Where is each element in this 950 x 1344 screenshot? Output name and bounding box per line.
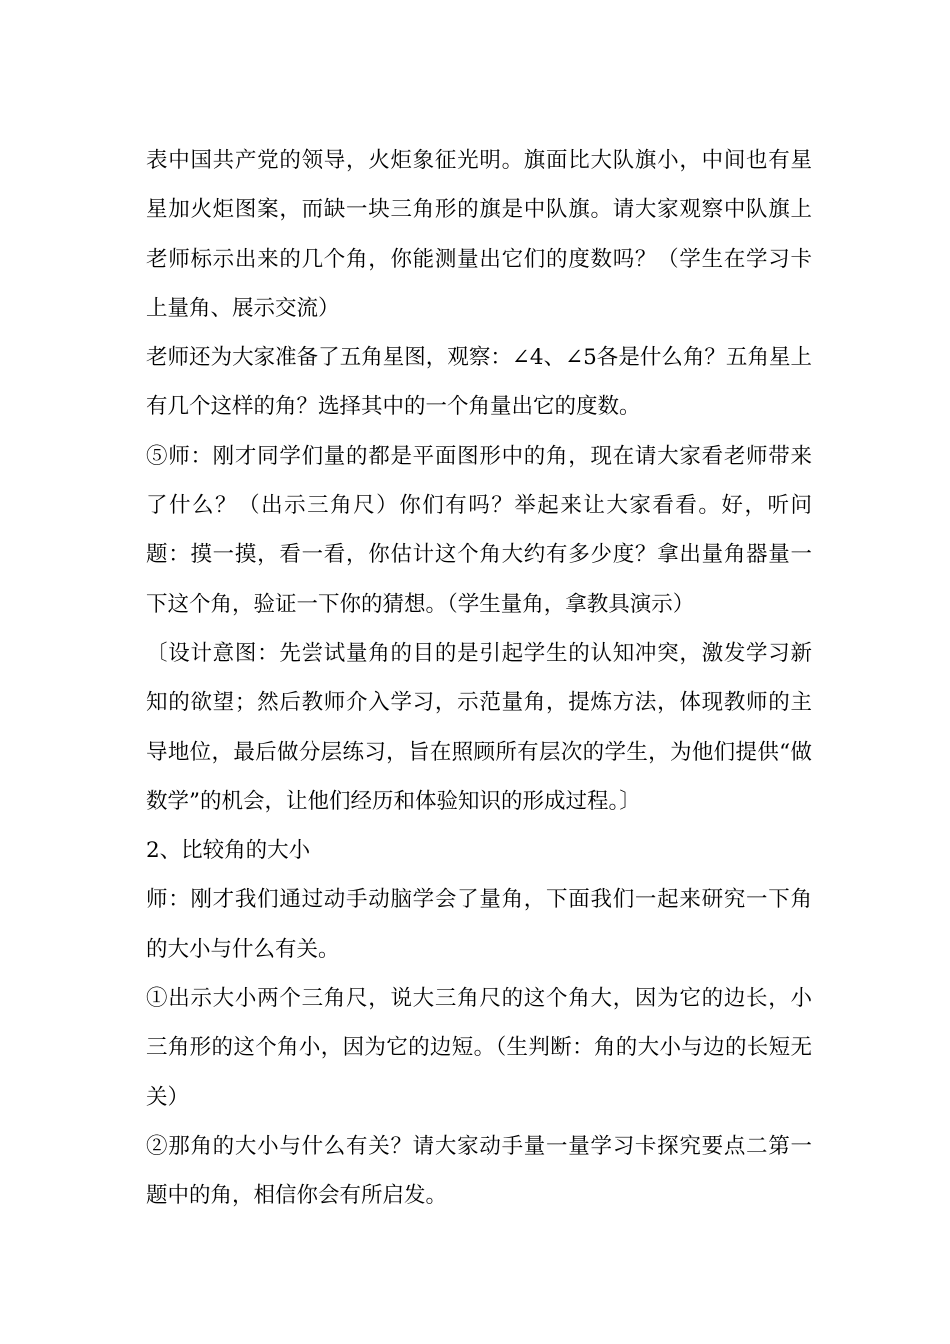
paragraph-teacher-intro: 师：刚才我们通过动手动脑学会了量角，下面我们一起来研究一下角的大小与什么有关。 xyxy=(146,887,812,962)
paragraph-star-angles: 老师还为大家准备了五角星图，观察：∠4、∠5各是什么角？五角星上有几个这样的角？选择其中的一个角量出它的度数。 xyxy=(146,345,812,420)
document-body xyxy=(146,136,812,1221)
paragraph-item-1: ①出示大小两个三角尺，说大三角尺的这个角大，因为它的边长，小三角形的这个角小，因为它的边短。（生判断：角的大小与边的长短无关） xyxy=(146,986,812,1110)
paragraph-triangle-ruler: ⑤师：刚才同学们量的都是平面图形中的角，现在请大家看老师带来了什么？（出示三角尺）你们有吗？举起来让大家看看。好，听问题：摸一摸，看一看，你估计这个角大约有多少度？拿出量角器量一下这个角，验证一下你的猜想。（学生量角，拿教具演示） xyxy=(146,443,812,617)
paragraph-item-2: ②那角的大小与什么有关？请大家动手量一量学习卡探究要点二第一题中的角，相信你会有所启发。 xyxy=(146,1133,812,1209)
paragraph-design-intent: 〔设计意图：先尝试量角的目的是引起学生的认知冲突，激发学习新知的欲望；然后教师介入学习，示范量角，提炼方法，体现教师的主导地位，最后做分层练习，旨在照顾所有层次的学生，为他们提供“做数学”的机会，让他们经历和体验知识的形成过程。〕 xyxy=(146,640,812,814)
section-heading-compare-angles: 2、比较角的大小 xyxy=(146,838,311,864)
paragraph-flag-description: 表中国共产党的领导，火炬象征光明。旗面比大队旗小，中间也有星星加火炬图案，而缺一块三角形的旗是中队旗。请大家观察中队旗上老师标示出来的几个角，你能测量出它们的度数吗？（学生在学习卡上量角、展示交流） xyxy=(146,148,812,321)
